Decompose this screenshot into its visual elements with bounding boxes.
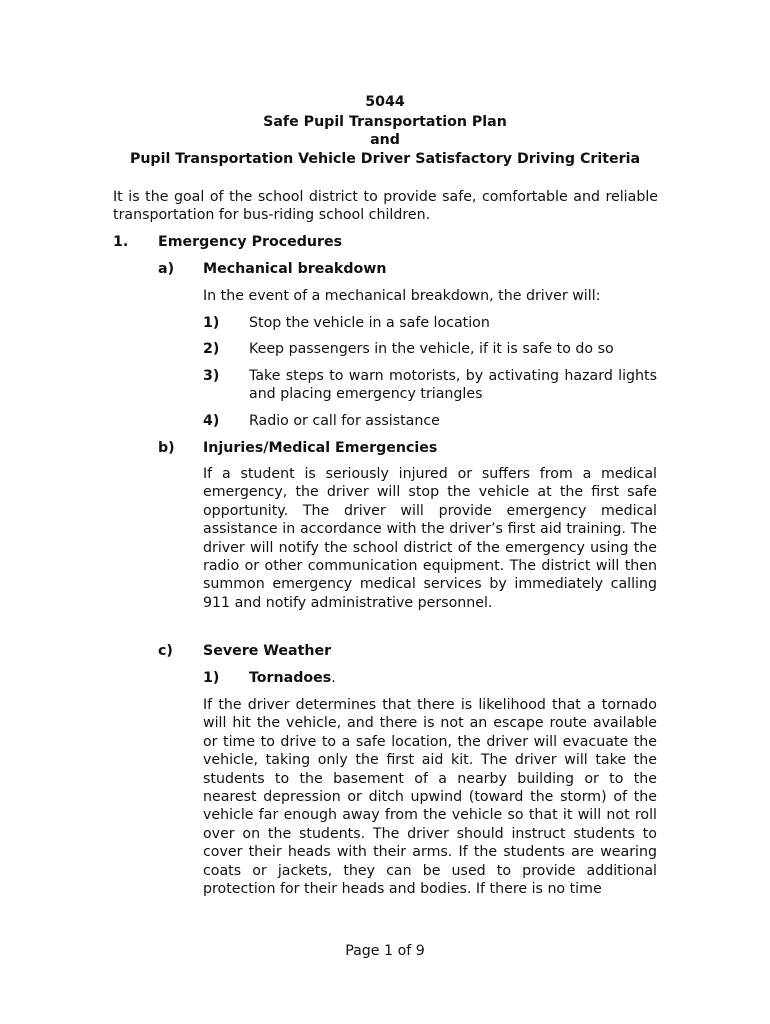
subsection-b-title: Injuries/Medical Emergencies: [203, 440, 438, 456]
policy-title: Safe Pupil Transportation Plan: [263, 114, 507, 130]
step-number: 4): [203, 413, 220, 429]
step-number: 1): [203, 670, 220, 686]
subsection-a-title: Mechanical breakdown: [203, 261, 387, 277]
subsection-a-label: a): [158, 261, 175, 277]
page-footer: Page 1 of 9: [345, 943, 425, 959]
tornadoes-title: Tornadoes: [249, 670, 332, 686]
intro-paragraph: It is the goal of the school district to provide safe, comfortable and reliable transportation for bus-riding school children.: [113, 189, 658, 224]
step-number: 1): [203, 315, 220, 331]
step-text: Radio or call for assistance: [249, 413, 440, 429]
tornadoes-paragraph: If the driver determines that there is likelihood that a tornado will hit the vehicle, and there is not an escape route available or time to drive to a safe location, the driver will evacuate the vehicle, taking only the first aid kit. The driver will take the students to the basement of a nearby building or to the nearest depression or ditch upwind (toward the storm) of the vehicle far enough away from the vehicle so that it will not roll over on the students. The driver should instruct students to cover their heads with their arms. If the students are wearing coats or jackets, they can be used to provide additional protection for their heads and bodies. If there is no time: [203, 697, 657, 898]
step-text: Take steps to warn motorists, by activating hazard lights and placing emergency triangles: [249, 368, 657, 403]
subsection-b-label: b): [158, 440, 175, 456]
section-title: Emergency Procedures: [158, 234, 343, 250]
policy-subtitle: Pupil Transportation Vehicle Driver Satisfactory Driving Criteria: [129, 151, 641, 167]
step-number: 2): [203, 341, 220, 357]
step-text: Keep passengers in the vehicle, if it is safe to do so: [249, 341, 614, 357]
tornadoes-period: .: [331, 670, 336, 686]
subsection-c-label: c): [158, 643, 173, 659]
step-number: 3): [203, 368, 220, 384]
tornadoes-heading: [249, 669, 657, 687]
policy-title-connector: and: [370, 132, 400, 148]
subsection-a-lead: In the event of a mechanical breakdown, the driver will:: [203, 288, 601, 304]
section-number: 1.: [113, 234, 129, 250]
policy-number: 5044: [365, 94, 405, 110]
subsection-c-title: Severe Weather: [203, 643, 332, 659]
subsection-b-paragraph: If a student is seriously injured or suffers from a medical emergency, the driver will stop the vehicle at the first safe opportunity. The driver will provide emergency medical assistance in accordance with the driver’s first aid training. The driver will notify the school district of the emergency using the radio or other communication equipment. The district will then summon emergency medical services by immediately calling 911 and notify administrative personnel.: [203, 466, 657, 611]
step-text: Stop the vehicle in a safe location: [249, 315, 490, 331]
